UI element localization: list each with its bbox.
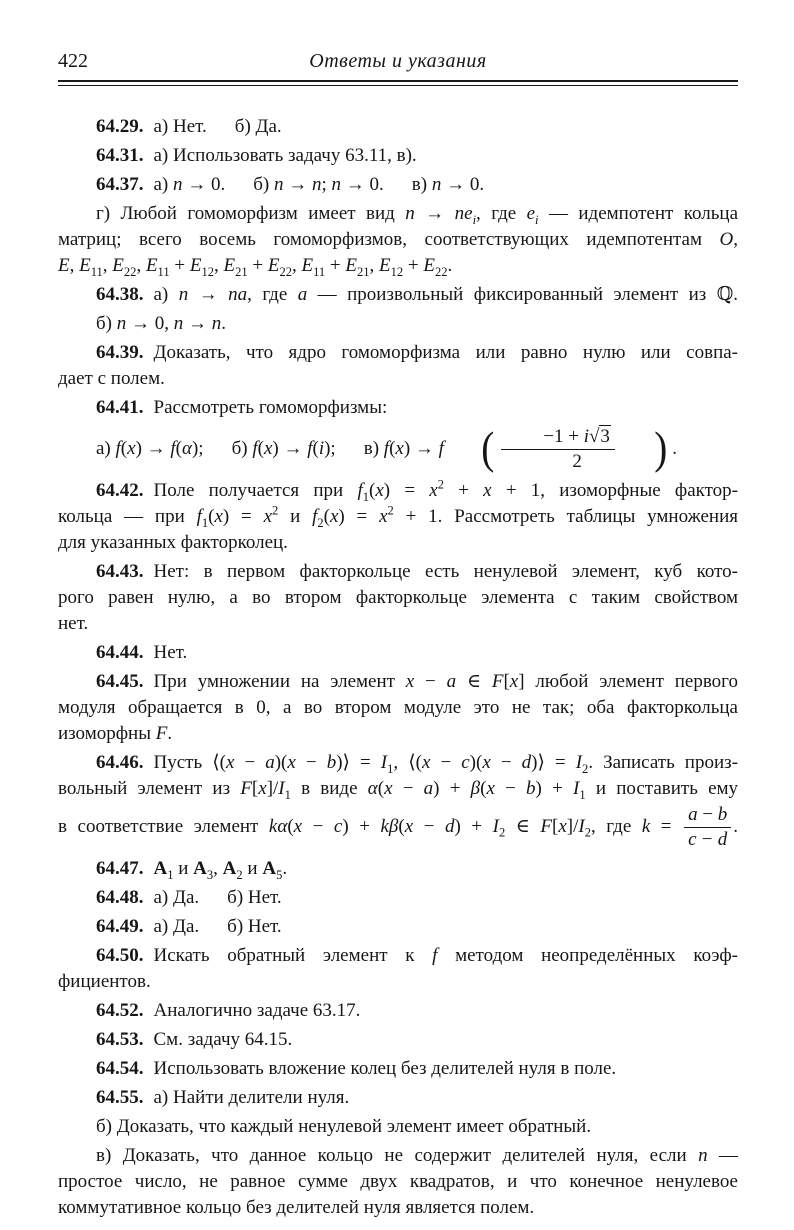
spacer	[144, 873, 154, 874]
answer-number: 64.48.	[96, 887, 144, 908]
subscript: 11	[157, 264, 170, 279]
answer-number: 64.49.	[96, 916, 144, 937]
text-line: 64.49. а) Да. б) Нет.	[96, 916, 282, 937]
text-line: в соответствие элемент $k\alpha(x - c) + k\beta(x - d) + I_2$ ∈ $F[x]/I_2$, где k = $\frac{a - b}{c - d}$ .	[58, 804, 739, 850]
math-var: i	[318, 437, 325, 459]
text-line: в) Доказать, что данное кольцо не содержит делителей нуля, если n —	[96, 1145, 738, 1166]
big-paren-left: (	[481, 421, 495, 473]
math-var: E	[379, 255, 391, 276]
spacer	[144, 686, 154, 687]
math-var: E	[79, 255, 91, 276]
math-var: I	[492, 815, 499, 837]
math-var: kα	[268, 815, 288, 837]
answer-number: 64.38.	[96, 284, 144, 305]
superscript: 2	[387, 503, 394, 518]
math-var: a	[265, 752, 275, 773]
answer-paragraph	[58, 340, 738, 392]
spacer	[144, 1073, 154, 1074]
answer-paragraph	[58, 559, 738, 637]
spacer	[144, 299, 154, 300]
math-bold-var: A	[262, 858, 277, 879]
answer-paragraph	[58, 1056, 738, 1082]
text-line: 64.47. $A_1$ и $A_3$, $A_2$ и $A_5$.	[96, 858, 288, 882]
math-var: n	[312, 174, 322, 195]
math-var: a	[297, 284, 308, 305]
answer-paragraph	[58, 856, 738, 882]
answer-paragraph	[58, 172, 738, 198]
math-var: E	[423, 255, 435, 276]
subscript: i	[535, 212, 539, 227]
answer-number: 64.45.	[96, 671, 144, 692]
math-var: I	[278, 778, 285, 799]
big-paren-right: )	[654, 421, 668, 473]
answer-paragraph	[58, 421, 738, 475]
answer-paragraph	[58, 914, 738, 940]
math-var: f	[438, 437, 444, 459]
spacer	[336, 453, 364, 454]
math-var: f	[252, 437, 258, 459]
math-var: n	[274, 174, 284, 195]
text-line: 64.53. См. задачу 64.15.	[96, 1029, 293, 1050]
math-var: x	[329, 506, 339, 527]
superscript: 2	[272, 503, 279, 518]
subscript: 2	[317, 515, 324, 530]
answer-number: 64.31.	[96, 145, 144, 166]
text-line: 64.29. а) Нет. б) Да.	[96, 116, 282, 137]
math-var: E	[345, 255, 357, 276]
math-var: F	[491, 671, 504, 692]
answer-paragraph	[58, 943, 738, 995]
math-var: x	[384, 778, 393, 799]
spacer	[225, 189, 253, 190]
spacer	[144, 357, 154, 358]
answer-number: 64.37.	[96, 174, 144, 195]
math-var: x	[379, 506, 388, 527]
text-line: 64.54. Использовать вложение колец без делителей нуля в поле.	[96, 1058, 617, 1079]
spacer	[144, 1015, 154, 1016]
subscript: 1	[387, 761, 394, 776]
math-var: x	[421, 752, 431, 773]
math-var: x	[375, 480, 384, 501]
spacer	[199, 931, 227, 932]
answer-paragraph	[58, 282, 738, 308]
math-var: x	[558, 815, 567, 837]
math-var: E	[267, 255, 280, 276]
subscript: 2	[498, 825, 506, 840]
text-line: дает с полем.	[58, 368, 165, 389]
text-line: фициентов.	[58, 971, 151, 992]
subscript: 12	[201, 264, 214, 279]
subscript: 5	[276, 867, 283, 882]
text-line: коммутативное кольцо без делителей нуля является полем.	[58, 1197, 535, 1218]
math-var: E	[301, 255, 314, 276]
text-line: нет.	[58, 613, 89, 634]
answer-number: 64.46.	[96, 752, 144, 773]
answer-number: 64.47.	[96, 858, 144, 879]
subscript: 3	[206, 867, 214, 882]
header-rule	[58, 80, 738, 86]
math-var: f	[432, 945, 438, 966]
answer-paragraph	[58, 478, 738, 556]
spacer	[384, 189, 412, 190]
spacer	[207, 131, 235, 132]
answer-number: 64.29.	[96, 116, 144, 137]
text-line: 64.46. Пусть ⟨(x − a)(x − b)⟩ = $I_1$, ⟨(x − c)(x − d)⟩ = $I_2$. Записать произ-	[96, 752, 738, 776]
text-line: 64.41. Рассмотреть гомоморфизмы:	[96, 397, 388, 418]
answer-number: 64.42.	[96, 480, 144, 501]
math-var: x	[263, 506, 272, 527]
answer-number: 64.55.	[96, 1087, 144, 1108]
answer-paragraph	[58, 640, 738, 666]
subscript: 1	[284, 787, 291, 802]
spacer	[144, 931, 154, 932]
text-line: 64.42. Поле получается при $f_1(x) = x^2 + x + 1$, изоморфные фактор-	[96, 477, 739, 504]
fraction: $\frac{a - b}{c - d}$	[684, 804, 731, 851]
math-var: x	[127, 437, 136, 459]
spacer	[144, 412, 154, 413]
content	[58, 114, 738, 1221]
answer-number: 64.54.	[96, 1058, 144, 1079]
spacer	[144, 1044, 154, 1045]
text-line: а) f(x) → f(α); б) f(x) → f(i); в) f(x) → f ( $\frac{-1 + i√3}{2}$ ) .	[96, 421, 677, 473]
spacer	[144, 160, 154, 161]
math-var: x	[482, 752, 491, 773]
answer-number: 64.52.	[96, 1000, 144, 1021]
text-line: простое число, не равное сумме двух квадратов, и что конечное ненулевое	[58, 1171, 738, 1192]
answer-paragraph	[58, 1085, 738, 1111]
subscript: 21	[235, 264, 248, 279]
math-var: b	[717, 804, 728, 825]
math-var: x	[287, 752, 296, 773]
math-var: f	[170, 437, 176, 459]
fraction: $\frac{-1 + i√3}{2}$	[501, 426, 615, 473]
math-var: x	[429, 480, 438, 501]
math-var: d	[717, 829, 728, 850]
text-line: б) n → 0, n → n.	[96, 313, 226, 334]
math-var: n	[173, 313, 184, 334]
text-line: 64.43. Нет: в первом факторкольце есть ненулевой элемент, куб кото-	[96, 561, 738, 582]
spacer	[204, 453, 232, 454]
text-line: 64.37. а) n → 0. б) n → n; n → 0. в) n → 0.	[96, 174, 485, 195]
spacer	[144, 767, 154, 768]
math-var: f	[115, 437, 121, 459]
answer-paragraph	[58, 1114, 738, 1140]
text-line: модуля обращается в 0, а во втором модуле это не так; оба факторкольца	[58, 697, 738, 718]
spacer	[144, 657, 154, 658]
text-line: рого равен нулю, а во втором факторкольце элемента с таким свойством	[58, 587, 738, 608]
subscript: 21	[357, 264, 370, 279]
spacer	[144, 131, 154, 132]
answer-number: 64.44.	[96, 642, 144, 663]
subscript: 22	[123, 264, 137, 279]
subscript: 2	[582, 761, 589, 776]
text-line: 64.38. а) n → na, где a — произвольный фиксированный элемент из ℚ.	[96, 284, 739, 305]
math-var: x	[293, 815, 303, 837]
math-var: F	[240, 778, 252, 799]
spacer	[144, 495, 154, 496]
math-var: ne	[454, 203, 473, 224]
text-line: 64.50. Искать обратный элемент к f методом неопределённых коэф-	[96, 945, 739, 966]
math-var: f	[357, 480, 363, 501]
spacer	[144, 189, 154, 190]
answer-paragraph	[58, 114, 738, 140]
text-line: г) Любой гомоморфизм имеет вид $n \to ne_i$, где $e_i$ — идемпотент кольца	[96, 203, 739, 227]
answer-paragraph	[58, 143, 738, 169]
math-var: k	[641, 815, 651, 837]
math-var: E	[145, 255, 158, 276]
subscript: 22	[279, 264, 292, 279]
math-var: f	[383, 437, 390, 459]
math-var: I	[575, 752, 583, 773]
math-var: x	[225, 752, 235, 773]
math-var: x	[263, 437, 273, 459]
answer-number: 64.43.	[96, 561, 144, 582]
subscript: 1	[362, 489, 369, 504]
subscript: 1	[579, 787, 586, 802]
running-header	[58, 48, 738, 74]
math-var: I	[578, 815, 585, 837]
answer-paragraph	[58, 311, 738, 337]
subscript: 1	[201, 515, 209, 530]
math-var: a	[423, 778, 434, 799]
answer-paragraph	[58, 1143, 738, 1221]
math-var: O	[719, 229, 734, 250]
math-var: x	[405, 671, 415, 692]
text-line: кольца — при $f_1(x) = x^2$ и $f_2(x) = x^2 + 1$. Рассмотреть таблицы умножения	[58, 503, 739, 530]
math-var: n	[211, 313, 222, 334]
text-line: E, $E_{11}$, $E_{22}$, $E_{11} + E_{12}$, $E_{21} + E_{22}$, $E_{11} + E_{21}$, $E_{12} + E_{22}$.	[58, 255, 453, 279]
math-var: n	[698, 1145, 708, 1166]
math-var: x	[258, 778, 267, 799]
math-var: b	[326, 752, 337, 773]
text-line: для указанных факторколец.	[58, 532, 288, 553]
spacer	[144, 1102, 154, 1103]
math-var: i	[583, 426, 589, 447]
math-var: d	[521, 752, 532, 773]
math-bold-var: A	[222, 858, 237, 879]
math-var: α	[367, 778, 378, 799]
math-var: f	[196, 506, 202, 527]
math-var: b	[526, 778, 536, 799]
answer-number: 64.41.	[96, 397, 144, 418]
text-line: 64.39. Доказать, что ядро гомоморфизма или равно нулю или совпа-	[96, 342, 738, 363]
math-var: β	[470, 778, 481, 799]
text-line: вольный элемент из $F[x]/I_1$ в виде $\alpha(x - a) + \beta(x - b) + I_1$ и поставить ему	[58, 778, 739, 802]
subscript: 2	[584, 825, 591, 840]
text-line: изоморфны F.	[58, 723, 173, 744]
answer-paragraph	[58, 998, 738, 1024]
subscript: 11	[90, 264, 103, 279]
math-var: E	[112, 255, 124, 276]
page-number: 422	[58, 50, 88, 72]
math-var: d	[445, 815, 455, 837]
math-var: x	[404, 815, 414, 837]
math-var: f	[312, 506, 318, 527]
math-var: c	[333, 815, 343, 837]
text-line: 64.44. Нет.	[96, 642, 188, 663]
radical: √3	[588, 426, 610, 447]
answer-number: 64.39.	[96, 342, 144, 363]
spacer	[199, 902, 227, 903]
math-var: n	[116, 313, 127, 334]
answer-paragraph	[58, 201, 738, 279]
math-var: I	[380, 752, 388, 773]
math-var: x	[509, 671, 519, 692]
math-bold-var: A	[193, 858, 207, 879]
answer-paragraph	[58, 750, 738, 853]
superscript: 2	[437, 477, 444, 492]
text-line: 64.52. Аналогично задаче 63.17.	[96, 1000, 361, 1021]
math-var: c	[688, 829, 697, 850]
text-line: 64.55. а) Найти делители нуля.	[96, 1087, 350, 1108]
math-var: x	[395, 437, 404, 459]
math-var: c	[461, 752, 470, 773]
subscript: 2	[236, 867, 243, 882]
math-var: E	[189, 255, 202, 276]
math-var: x	[483, 480, 492, 501]
subscript: 11	[313, 264, 326, 279]
math-var: na	[228, 284, 248, 305]
running-title: Ответы и указания	[309, 50, 487, 72]
answer-paragraph	[58, 1027, 738, 1053]
math-var: F	[540, 815, 553, 837]
subscript: 12	[390, 264, 404, 279]
math-var: n	[405, 203, 415, 224]
math-var: a	[446, 671, 457, 692]
subscript: 22	[435, 264, 448, 279]
math-var: n	[178, 284, 189, 305]
math-var: x	[214, 506, 223, 527]
answer-number: 64.53.	[96, 1029, 144, 1050]
math-var: f	[307, 437, 313, 459]
text-line: матриц; всего восемь гомоморфизмов, соответствующих идемпотентам O,	[58, 229, 738, 250]
math-var: e	[526, 203, 536, 224]
math-var: n	[331, 174, 342, 195]
math-var: x	[486, 778, 495, 799]
answer-number: 64.50.	[96, 945, 144, 966]
math-var: kβ	[380, 815, 399, 837]
math-bold-var: A	[153, 858, 168, 879]
math-var: F	[155, 723, 168, 744]
text-line: б) Доказать, что каждый ненулевой элемент имеет обратный.	[96, 1116, 592, 1137]
math-var: a	[688, 804, 698, 825]
spacer	[144, 902, 154, 903]
spacer	[144, 576, 154, 577]
text-line: 64.31. а) Использовать задачу 63.11, в).	[96, 145, 417, 166]
math-var: n	[431, 174, 442, 195]
subscript: i	[472, 212, 477, 227]
answer-paragraph	[58, 885, 738, 911]
spacer	[144, 960, 154, 961]
math-var: n	[173, 174, 183, 195]
math-var: α	[182, 437, 192, 459]
answer-paragraph	[58, 669, 738, 747]
text-line: 64.45. При умножении на элемент x − a ∈ F[x] любой элемент первого	[96, 671, 738, 692]
answer-paragraph	[58, 395, 738, 421]
math-var: E	[58, 255, 70, 276]
math-var: E	[223, 255, 236, 276]
text-line: 64.48. а) Да. б) Нет.	[96, 887, 282, 908]
subscript: 1	[167, 867, 174, 882]
math-var: I	[573, 778, 580, 799]
